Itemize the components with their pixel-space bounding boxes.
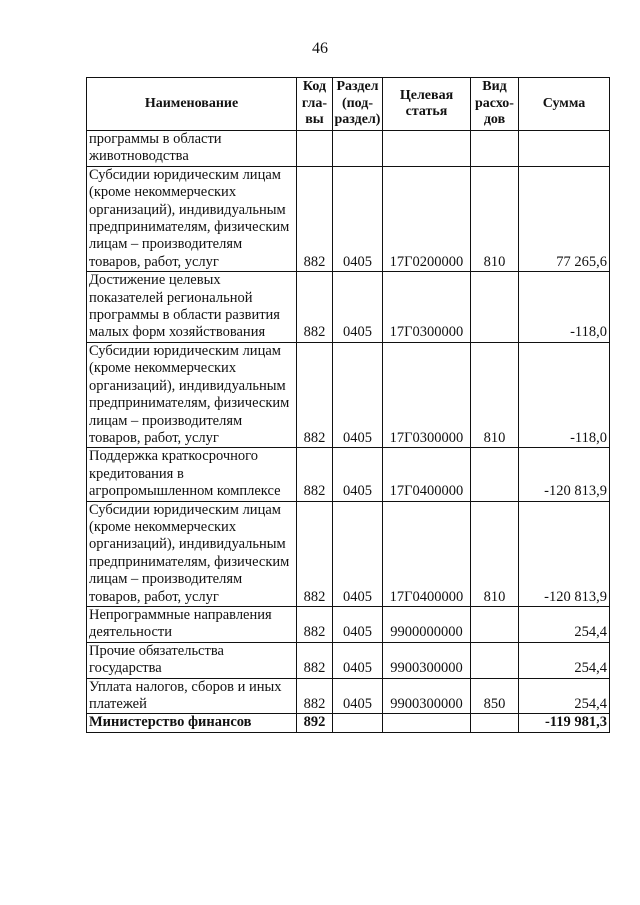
- row-amount: -118,0: [519, 342, 610, 447]
- row-code: 882: [297, 501, 333, 606]
- total-row: [87, 714, 610, 732]
- row-name: Министерство финансов: [87, 714, 297, 732]
- row-type: [471, 642, 519, 678]
- table-row: [87, 131, 610, 167]
- table-row: [87, 501, 610, 606]
- row-target: 17Г0300000: [383, 342, 471, 447]
- row-amount: 254,4: [519, 678, 610, 714]
- budget-table: [86, 77, 610, 733]
- row-code: 882: [297, 342, 333, 447]
- row-name: Поддержка краткосрочного кредитования в агропромышленном комплексе: [87, 448, 297, 501]
- row-target: [383, 131, 471, 167]
- row-name: Прочие обязательства государства: [87, 642, 297, 678]
- row-code: 892: [297, 714, 333, 732]
- row-amount: -120 813,9: [519, 448, 610, 501]
- row-amount: [519, 131, 610, 167]
- row-name: Достижение целевых показателей региональной программы в области развития малых форм хозяйствования: [87, 272, 297, 343]
- table-row: [87, 606, 610, 642]
- row-target: 9900300000: [383, 678, 471, 714]
- header-amount: Сумма: [519, 78, 610, 131]
- row-section: 0405: [333, 166, 383, 271]
- row-target: 17Г0400000: [383, 448, 471, 501]
- table-row: [87, 678, 610, 714]
- row-type: [471, 606, 519, 642]
- row-name: Уплата налогов, сборов и иных платежей: [87, 678, 297, 714]
- row-name: Субсидии юридическим лицам (кроме некоммерческих организаций), индивидуальным предпринимателям, физическим лицам – производителям товаров, работ, услуг: [87, 342, 297, 447]
- table-row: [87, 342, 610, 447]
- row-section: 0405: [333, 448, 383, 501]
- row-code: 882: [297, 448, 333, 501]
- row-type: [471, 448, 519, 501]
- row-name: программы в области животноводства: [87, 131, 297, 167]
- row-section: 0405: [333, 678, 383, 714]
- row-section: 0405: [333, 272, 383, 343]
- page-number: 46: [312, 40, 328, 57]
- row-type: 850: [471, 678, 519, 714]
- table-row: [87, 448, 610, 501]
- row-target: 9900300000: [383, 642, 471, 678]
- row-code: 882: [297, 272, 333, 343]
- row-section: 0405: [333, 342, 383, 447]
- row-target: 17Г0200000: [383, 166, 471, 271]
- row-section: [333, 714, 383, 732]
- table-row: [87, 642, 610, 678]
- row-type: 810: [471, 342, 519, 447]
- row-type: 810: [471, 501, 519, 606]
- table-row: [87, 166, 610, 271]
- row-type: [471, 272, 519, 343]
- row-code: 882: [297, 642, 333, 678]
- row-amount: -118,0: [519, 272, 610, 343]
- row-target: 17Г0300000: [383, 272, 471, 343]
- table-header-row: [87, 78, 610, 131]
- row-code: 882: [297, 678, 333, 714]
- row-amount: 254,4: [519, 642, 610, 678]
- header-target: Целевая статья: [383, 78, 471, 131]
- row-name: Непрограммные направления деятельности: [87, 606, 297, 642]
- row-target: 9900000000: [383, 606, 471, 642]
- row-amount: -119 981,3: [519, 714, 610, 732]
- row-amount: -120 813,9: [519, 501, 610, 606]
- row-code: [297, 131, 333, 167]
- row-type: [471, 714, 519, 732]
- row-target: [383, 714, 471, 732]
- header-code: Код гла- вы: [297, 78, 333, 131]
- row-amount: 254,4: [519, 606, 610, 642]
- row-name: Субсидии юридическим лицам (кроме некоммерческих организаций), индивидуальным предпринимателям, физическим лицам – производителям товаров, работ, услуг: [87, 501, 297, 606]
- row-section: 0405: [333, 642, 383, 678]
- header-type: Вид расхо- дов: [471, 78, 519, 131]
- row-code: 882: [297, 166, 333, 271]
- row-amount: 77 265,6: [519, 166, 610, 271]
- row-type: [471, 131, 519, 167]
- header-name: Наименование: [87, 78, 297, 131]
- row-section: 0405: [333, 606, 383, 642]
- row-type: 810: [471, 166, 519, 271]
- row-section: 0405: [333, 501, 383, 606]
- row-code: 882: [297, 606, 333, 642]
- header-section: Раздел (под- раздел): [333, 78, 383, 131]
- row-section: [333, 131, 383, 167]
- row-target: 17Г0400000: [383, 501, 471, 606]
- table-row: [87, 272, 610, 343]
- row-name: Субсидии юридическим лицам (кроме некоммерческих организаций), индивидуальным предпринимателям, физическим лицам – производителям товаров, работ, услуг: [87, 166, 297, 271]
